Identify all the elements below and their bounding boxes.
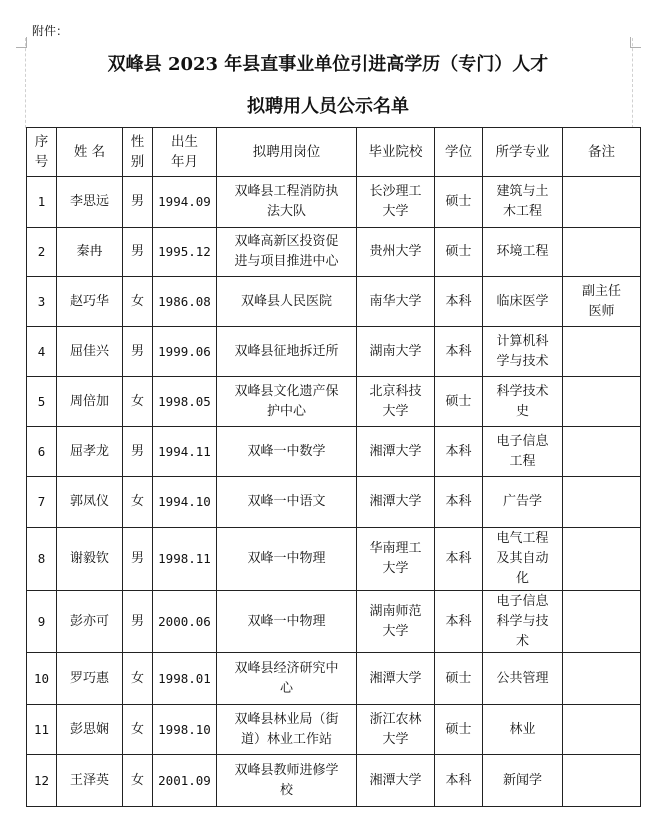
cell-name: 罗巧惠 — [57, 653, 123, 705]
header-text: 号 — [34, 154, 49, 170]
cell-text: 双峰县经济研究中 — [234, 660, 339, 676]
cell-name: 彭思娴 — [57, 705, 123, 755]
cell-school — [357, 327, 435, 377]
cell-note — [563, 477, 641, 528]
cell-text: 双峰一中数学 — [247, 443, 326, 459]
cell-sex: 女 — [123, 377, 153, 427]
cell-no: 12 — [27, 755, 57, 807]
cell-text: 双峰县教师进修学 — [234, 762, 339, 778]
cell-note — [563, 327, 641, 377]
cell-major — [483, 377, 563, 427]
cell-no: 4 — [27, 327, 57, 377]
cell-post — [217, 177, 357, 228]
cell-text: 电子信息 — [496, 593, 549, 609]
cell-text: 护中心 — [266, 403, 306, 419]
cell-text: 临床医学 — [496, 293, 549, 309]
cell-birth: 1998.05 — [153, 377, 217, 427]
cell-text: 环境工程 — [496, 244, 549, 259]
cell-school — [357, 653, 435, 705]
cell-text: 大学 — [382, 561, 409, 576]
cell-text: 浙江农林 — [369, 711, 422, 727]
cell-degree: 本科 — [435, 277, 483, 327]
cell-text: 电子信息 — [496, 433, 549, 449]
cell-text: 双峰县文化遗产保 — [234, 383, 339, 399]
cell-school — [357, 477, 435, 528]
table-header-row — [27, 128, 641, 177]
cell-birth: 1998.10 — [153, 705, 217, 755]
cell-sex: 女 — [123, 755, 153, 807]
cell-text: 湘潭大学 — [369, 772, 422, 788]
cell-text: 化 — [515, 571, 529, 586]
header-text: 别 — [130, 154, 145, 170]
cell-text: 广告学 — [502, 494, 542, 509]
table-row — [27, 177, 641, 228]
table-row — [27, 477, 641, 528]
cell-major — [483, 477, 563, 528]
cell-text: 大学 — [382, 731, 409, 747]
cell-text: 医师 — [588, 303, 615, 319]
cell-post — [217, 705, 357, 755]
cell-major — [483, 277, 563, 327]
cell-major — [483, 228, 563, 277]
header-col-name — [57, 128, 123, 177]
cell-birth: 1994.11 — [153, 427, 217, 477]
cell-text: 湘潭大学 — [369, 494, 422, 509]
cell-birth: 2001.09 — [153, 755, 217, 807]
cell-no: 2 — [27, 228, 57, 277]
cell-text: 大学 — [382, 403, 409, 419]
cell-major — [483, 755, 563, 807]
table-row — [27, 327, 641, 377]
cell-sex: 男 — [123, 177, 153, 228]
cell-text: 道）林业工作站 — [240, 731, 332, 747]
table-row — [27, 705, 641, 755]
cell-text: 术 — [515, 633, 529, 649]
cell-text: 湘潭大学 — [369, 670, 422, 686]
cell-degree: 本科 — [435, 591, 483, 653]
header-text: 学位 — [445, 144, 472, 160]
cell-major — [483, 427, 563, 477]
cell-sex: 男 — [123, 591, 153, 653]
cell-text: 北京科技 — [369, 383, 422, 399]
cell-post — [217, 653, 357, 705]
cell-text: 双峰县征地拆迁所 — [234, 343, 339, 359]
table-row — [27, 427, 641, 477]
cell-major — [483, 705, 563, 755]
cell-name: 李思远 — [57, 177, 123, 228]
cell-birth: 1986.08 — [153, 277, 217, 327]
header-text: 序 — [34, 134, 49, 150]
table-row — [27, 528, 641, 591]
table-row — [27, 377, 641, 427]
cell-birth: 1994.10 — [153, 477, 217, 528]
cell-post — [217, 755, 357, 807]
cell-text: 建筑与土 — [496, 184, 549, 199]
cell-text: 湘潭大学 — [369, 443, 422, 459]
cell-note — [563, 427, 641, 477]
cell-note — [563, 377, 641, 427]
cell-note — [563, 755, 641, 807]
cell-text: 双峰一中物理 — [247, 613, 326, 629]
header-text: 毕业院校 — [368, 144, 423, 160]
header-text: 所学专业 — [495, 144, 550, 160]
cell-degree: 硕士 — [435, 653, 483, 705]
attachment-label: 附件： — [32, 24, 69, 38]
cell-sex: 女 — [123, 477, 153, 528]
cell-text: 及其自动 — [496, 551, 549, 566]
table-row — [27, 277, 641, 327]
cell-birth: 1994.09 — [153, 177, 217, 228]
cell-degree: 硕士 — [435, 705, 483, 755]
cell-text: 林业 — [509, 721, 536, 737]
cell-school — [357, 528, 435, 591]
cell-sex: 女 — [123, 705, 153, 755]
cell-major — [483, 327, 563, 377]
cell-post — [217, 477, 357, 528]
document-title-line2: 拟聘用人员公示名单 — [247, 96, 409, 117]
cell-note — [563, 705, 641, 755]
cell-name: 赵巧华 — [57, 277, 123, 327]
cell-text: 法大队 — [266, 204, 306, 219]
cell-no: 5 — [27, 377, 57, 427]
cell-school — [357, 277, 435, 327]
cell-school — [357, 377, 435, 427]
header-col-sex — [123, 128, 153, 177]
cell-sex: 男 — [123, 327, 153, 377]
cell-name: 彭亦可 — [57, 591, 123, 653]
cell-text: 华南理工 — [369, 541, 422, 556]
cell-no: 10 — [27, 653, 57, 705]
cell-school — [357, 177, 435, 228]
header-text: 姓 名 — [73, 144, 106, 160]
cell-note — [563, 228, 641, 277]
cell-note — [563, 177, 641, 228]
cell-major — [483, 177, 563, 228]
cell-birth: 1995.12 — [153, 228, 217, 277]
cell-degree: 本科 — [435, 755, 483, 807]
cell-degree: 硕士 — [435, 377, 483, 427]
cell-text: 进与项目推进中心 — [234, 254, 339, 269]
header-text: 备注 — [588, 144, 615, 160]
cell-post — [217, 277, 357, 327]
cell-degree: 本科 — [435, 327, 483, 377]
header-text: 出生 — [171, 134, 198, 150]
cell-major — [483, 653, 563, 705]
cell-text: 校 — [279, 782, 293, 798]
table-row — [27, 591, 641, 653]
cell-text: 双峰一中语文 — [247, 494, 326, 509]
cell-name: 秦冉 — [57, 228, 123, 277]
cell-sex: 男 — [123, 228, 153, 277]
candidate-table — [26, 127, 641, 807]
table-row — [27, 228, 641, 277]
cell-degree: 本科 — [435, 427, 483, 477]
cell-school — [357, 591, 435, 653]
cell-birth: 1999.06 — [153, 327, 217, 377]
cell-name: 屈佳兴 — [57, 327, 123, 377]
cell-sex: 男 — [123, 427, 153, 477]
cell-text: 贵州大学 — [369, 244, 422, 259]
cell-note — [563, 591, 641, 653]
header-col-note — [563, 128, 641, 177]
header-text: 拟聘用岗位 — [252, 144, 321, 160]
cell-sex: 男 — [123, 528, 153, 591]
cell-text: 电气工程 — [496, 531, 549, 546]
header-col-major — [483, 128, 563, 177]
cell-major — [483, 528, 563, 591]
table-body — [27, 177, 641, 807]
cell-note — [563, 653, 641, 705]
table-row — [27, 755, 641, 807]
cell-post — [217, 377, 357, 427]
header-text: 性 — [130, 134, 145, 150]
cell-text: 双峰县人民医院 — [240, 293, 332, 309]
cell-text: 双峰高新区投资促 — [234, 234, 339, 249]
cell-text: 副主任 — [581, 283, 621, 299]
cell-sex: 女 — [123, 653, 153, 705]
cell-sex: 女 — [123, 277, 153, 327]
cell-text: 南华大学 — [369, 293, 422, 309]
cell-no: 9 — [27, 591, 57, 653]
cell-degree: 硕士 — [435, 228, 483, 277]
document-title-line1: 双峰县 2023 年县直事业单位引进高学历（专门）人才 — [107, 54, 549, 75]
cell-post — [217, 591, 357, 653]
cell-text: 湖南大学 — [369, 343, 422, 359]
cell-text: 科学与技 — [496, 613, 549, 629]
cell-degree: 本科 — [435, 477, 483, 528]
cell-text: 史 — [515, 403, 529, 419]
cell-no: 8 — [27, 528, 57, 591]
cell-text: 双峰县林业局（街 — [234, 711, 339, 727]
cell-text: 心 — [279, 680, 293, 696]
cell-post — [217, 327, 357, 377]
cell-no: 6 — [27, 427, 57, 477]
cell-text: 科学技术 — [496, 383, 549, 399]
cell-no: 11 — [27, 705, 57, 755]
cell-text: 公共管理 — [496, 670, 549, 686]
header-col-post — [217, 128, 357, 177]
cell-post — [217, 528, 357, 591]
cell-text: 大学 — [382, 204, 409, 219]
cell-text: 双峰县工程消防执 — [234, 184, 339, 199]
cell-text: 湖南师范 — [369, 603, 422, 619]
cell-school — [357, 705, 435, 755]
cell-text: 长沙理工 — [369, 184, 422, 199]
cell-note — [563, 528, 641, 591]
cell-text: 计算机科 — [496, 333, 549, 349]
table-row — [27, 653, 641, 705]
cell-school — [357, 427, 435, 477]
cell-no: 7 — [27, 477, 57, 528]
header-text: 年月 — [171, 154, 198, 170]
cell-post — [217, 427, 357, 477]
cell-major — [483, 591, 563, 653]
cell-degree: 硕士 — [435, 177, 483, 228]
header-col-birth — [153, 128, 217, 177]
cell-note — [563, 277, 641, 327]
cell-text: 学与技术 — [496, 353, 549, 369]
cell-name: 谢毅钦 — [57, 528, 123, 591]
cell-degree: 本科 — [435, 528, 483, 591]
cell-text: 工程 — [509, 453, 536, 469]
cell-text: 双峰一中物理 — [247, 551, 326, 566]
cell-birth: 2000.06 — [153, 591, 217, 653]
cell-school — [357, 755, 435, 807]
cell-text: 大学 — [382, 623, 409, 639]
cell-school — [357, 228, 435, 277]
cell-name: 屈孝龙 — [57, 427, 123, 477]
cell-birth: 1998.01 — [153, 653, 217, 705]
cell-text: 木工程 — [502, 204, 542, 219]
header-col-no — [27, 128, 57, 177]
cell-post — [217, 228, 357, 277]
cell-text: 新闻学 — [502, 772, 542, 788]
cell-name: 郭凤仪 — [57, 477, 123, 528]
cell-birth: 1998.11 — [153, 528, 217, 591]
cell-name: 王泽英 — [57, 755, 123, 807]
cell-name: 周倍加 — [57, 377, 123, 427]
header-col-degree — [435, 128, 483, 177]
header-col-school — [357, 128, 435, 177]
cell-no: 3 — [27, 277, 57, 327]
cell-no: 1 — [27, 177, 57, 228]
